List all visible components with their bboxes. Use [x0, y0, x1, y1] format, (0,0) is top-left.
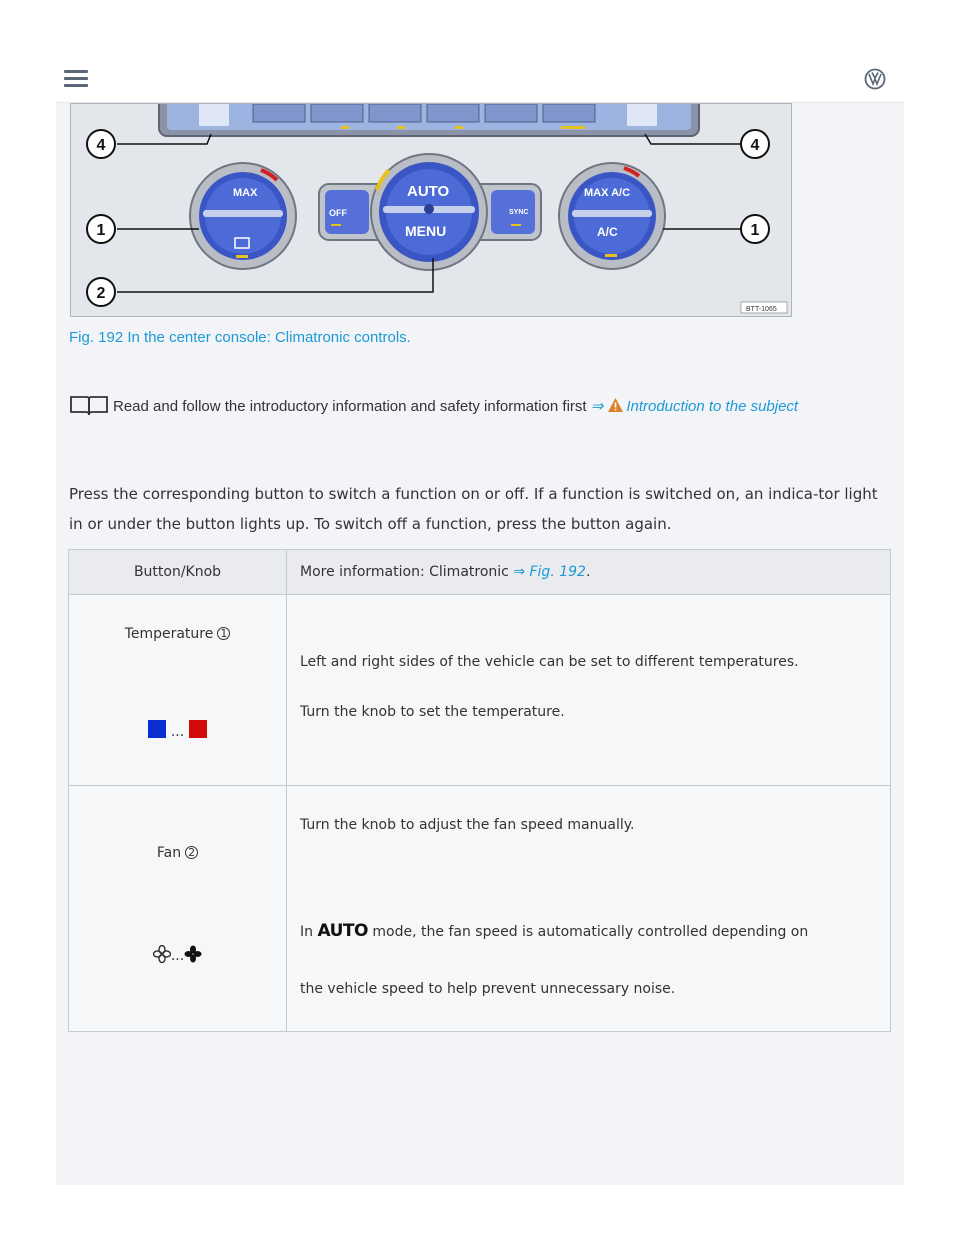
fan-high-icon: [184, 945, 202, 963]
vw-logo-icon[interactable]: [864, 68, 886, 90]
fan-low-icon: [153, 945, 171, 963]
auto-label: AUTO: [407, 183, 450, 200]
temperature-info-cell: [287, 595, 891, 786]
temperature-line-2: Turn the knob to set the temperature.: [300, 704, 565, 720]
temperature-line-1: Left and right sides of the vehicle can be set to different temperatures.: [300, 654, 799, 670]
auto-badge: AUTO: [317, 921, 368, 941]
fan-line-1: Turn the knob to adjust the fan speed manually.: [300, 817, 635, 833]
temperature-cell: [69, 595, 287, 786]
main-content: [56, 103, 904, 1185]
table-row: [69, 595, 891, 786]
temperature-marker: 1: [217, 627, 230, 640]
callout-1-right: 1: [750, 222, 760, 239]
fan-line-2-pre: In: [300, 924, 314, 940]
fan-cell: [69, 786, 287, 1032]
figure-code: BTT-1065: [746, 306, 777, 313]
callout-2: 2: [96, 285, 106, 302]
table-row: [69, 786, 891, 1032]
callout-4-left: 4: [96, 137, 106, 154]
intro-link[interactable]: Introduction to the subject: [626, 398, 799, 415]
off-label: OFF: [329, 208, 347, 218]
temperature-range-sep: ...: [170, 724, 185, 740]
intro-notice: [69, 393, 889, 420]
header-button-knob: Button/Knob: [69, 550, 287, 595]
header-more-info-text: More information: Climatronic: [300, 564, 509, 580]
fan-line-2-post: mode, the fan speed is automatically controlled depending on: [372, 924, 809, 940]
top-bar: [56, 56, 904, 103]
instructions-paragraph: Press the corresponding button to switch a function on or off. If a function is switched on, an indica-tor light in or under the button lights up. To switch off a function, press the button again.: [69, 485, 878, 533]
intro-arrow[interactable]: ⇒: [590, 398, 604, 415]
fan-line-3: the vehicle speed to help prevent unnecessary noise.: [300, 981, 676, 997]
hamburger-menu-icon[interactable]: [64, 70, 88, 88]
callout-4-right: 4: [750, 137, 760, 154]
menu-label: MENU: [405, 223, 447, 239]
max-defrost-label: MAX: [233, 187, 258, 199]
intro-text: Read and follow the introductory information and safety information first: [113, 398, 587, 415]
table-header-row: [69, 550, 891, 595]
book-icon: [69, 393, 109, 417]
header-more-info: [287, 550, 891, 595]
climatronic-figure: [70, 103, 792, 317]
fan-marker: 2: [185, 846, 198, 859]
temperature-label: Temperature: [124, 626, 214, 642]
fan-range-sep: ...: [170, 948, 185, 964]
sync-label: SYNC: [509, 209, 529, 216]
controls-table: [68, 549, 891, 1032]
ac-label: A/C: [597, 225, 618, 239]
hot-square-icon: [189, 720, 207, 738]
fan-info-cell: [287, 786, 891, 1032]
cold-square-icon: [148, 720, 166, 738]
fig-192-link[interactable]: ⇒ Fig. 192: [513, 564, 586, 580]
max-ac-label: MAX A/C: [584, 187, 631, 199]
fan-label: Fan: [156, 845, 182, 861]
callout-1-left: 1: [96, 222, 106, 239]
figure-caption: Fig. 192 In the center console: Climatronic controls.: [69, 329, 411, 346]
warning-triangle-icon: [607, 397, 624, 413]
header-period: .: [585, 564, 591, 580]
